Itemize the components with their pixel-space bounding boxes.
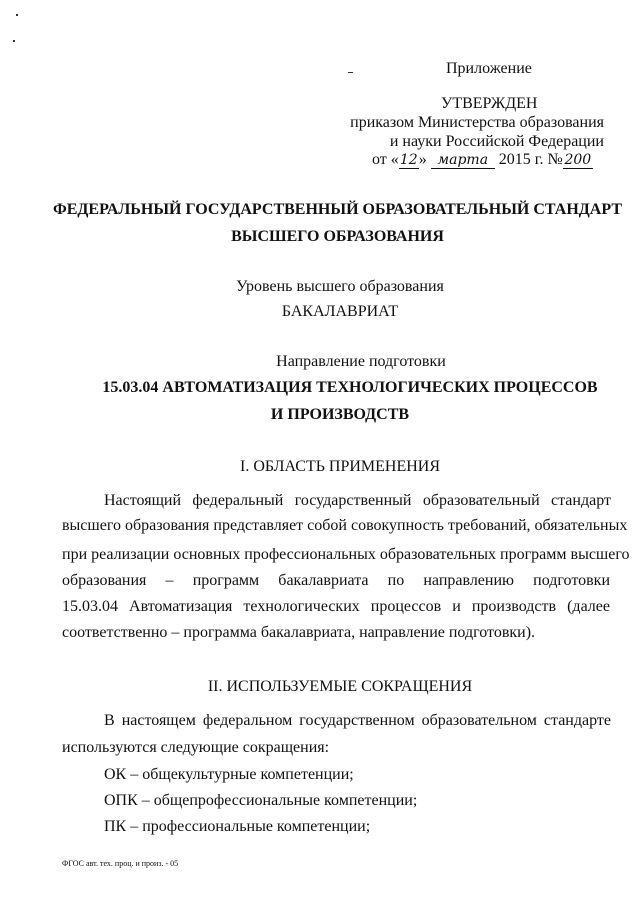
document-title-line-1: ФЕДЕРАЛЬНЫЙ ГОСУДАРСТВЕННЫЙ ОБРАЗОВАТЕЛЬНЫЙ СТАНДАРТ bbox=[53, 201, 622, 218]
date-number-handwritten: 200 bbox=[564, 152, 592, 168]
section-1-paragraph-line: высшего образования представляет собой совокупность требований, обязательных bbox=[62, 517, 628, 534]
document-title-line-2: ВЫСШЕГО ОБРАЗОВАНИЯ bbox=[231, 228, 444, 245]
section-1-paragraph-line: Настоящий федеральный государственный образовательный стандарт bbox=[104, 492, 611, 509]
section-1-paragraph-line: образования – программ бакалавриата по направлению подготовки bbox=[62, 572, 610, 589]
date-day-handwritten: 12 bbox=[399, 152, 418, 168]
order-line-2: и науки Российской Федерации bbox=[389, 133, 604, 150]
section-2-heading: II. ИСПОЛЬЗУЕМЫЕ СОКРАЩЕНИЯ bbox=[207, 678, 473, 695]
date-prefix: от « bbox=[372, 151, 399, 168]
direction-label: Направление подготовки bbox=[276, 353, 446, 370]
scan-speck bbox=[16, 14, 18, 16]
direction-title-line-2: И ПРОИЗВОДСТВ bbox=[270, 406, 410, 423]
education-level-value: БАКАЛАВРИАТ bbox=[281, 303, 399, 320]
scan-speck bbox=[348, 72, 353, 73]
section-1-paragraph-line: соответственно – программа бакалавриата, направление подготовки). bbox=[62, 624, 536, 641]
abbreviation-item: ОПК – общепрофессиональные компетенции; bbox=[104, 792, 418, 809]
order-line-1: приказом Министерства образования bbox=[350, 114, 604, 131]
approved-label: УТВЕРЖДЕН bbox=[441, 95, 538, 112]
section-1-heading: I. ОБЛАСТЬ ПРИМЕНЕНИЯ bbox=[239, 458, 441, 475]
abbreviation-item: ОК – общекультурные компетенции; bbox=[104, 766, 354, 783]
date-month-handwritten: марта bbox=[431, 152, 495, 169]
date-mid: » bbox=[418, 151, 427, 168]
footer-document-code: ФГОС авт. тех. проц. и произ. - 05 bbox=[62, 859, 179, 868]
education-level-label: Уровень высшего образования bbox=[236, 278, 444, 295]
section-1-paragraph-line: при реализации основных профессиональных образовательных программ высшего bbox=[62, 546, 630, 563]
date-year: 2015 г. № bbox=[498, 151, 563, 168]
direction-title-line-1: 15.03.04 АВТОМАТИЗАЦИЯ ТЕХНОЛОГИЧЕСКИХ ПРОЦЕССОВ bbox=[102, 379, 598, 396]
scan-speck bbox=[13, 40, 15, 42]
appendix-label: Приложение bbox=[446, 60, 532, 77]
order-date-line bbox=[372, 150, 593, 170]
abbreviation-item: ПК – профессиональные компетенции; bbox=[104, 818, 371, 835]
section-1-paragraph-line: 15.03.04 Автоматизация технологических процессов и производств (далее bbox=[62, 598, 610, 615]
section-2-intro-line: используются следующие сокращения: bbox=[62, 739, 330, 756]
section-2-intro-line: В настоящем федеральном государственном образовательном стандарте bbox=[104, 712, 611, 729]
